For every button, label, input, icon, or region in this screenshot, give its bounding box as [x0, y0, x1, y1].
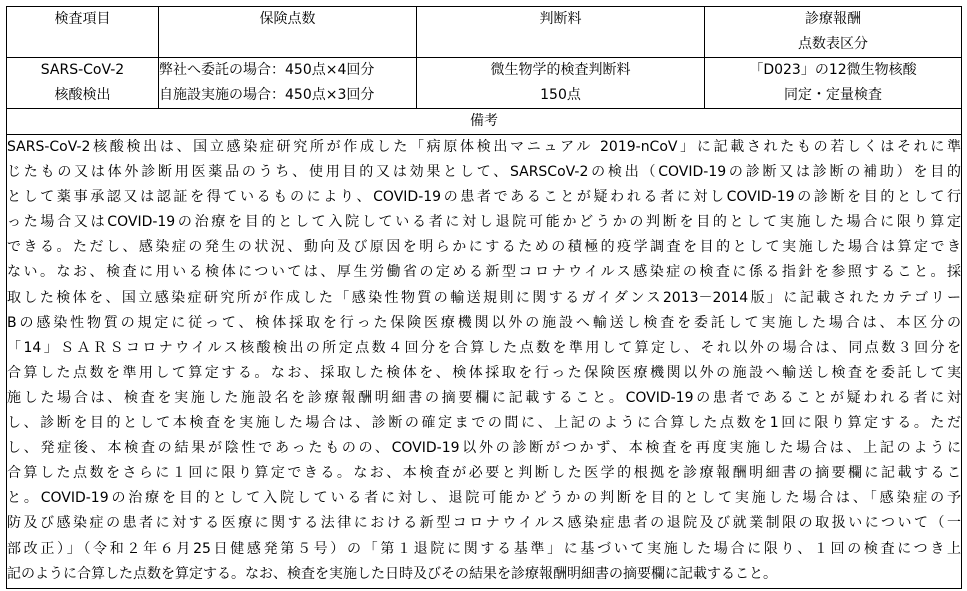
- remarks-line: じたもの又は体外診断用医薬品のうち、使用目的又は効果として、SARSCoV-2の検出（COVID-19の診断又は診断の補助）を目的: [7, 164, 961, 181]
- remarks-line: 部改正）」（令和２年６月25日健感発第５号）の「第１退院に関する基準」に基づいて実施した場合に限り、１回の検査につき上: [7, 540, 961, 557]
- judgment-fee-name: 微生物学的検査判断料: [490, 62, 631, 78]
- header-item-cell: [7, 7, 159, 58]
- points-outsourced: 弊社へ委託の場合：450点×4回分: [159, 62, 375, 78]
- remarks-line: 「14」ＳＡＲＳコロナウイルス核酸検出の所定点数４回分を合算した点数を準用して算定し、それ以外の場合は、同点数３回分を: [7, 339, 961, 356]
- header-category-cell: [705, 7, 962, 58]
- header-points-cell: [159, 7, 417, 58]
- header-points: 保険点数: [259, 11, 316, 27]
- remarks-line: と。COVID-19の治療を目的として入院している者に対し、退院可能かどうかの判断を目的として実施した場合は、「感染症の予: [7, 490, 961, 507]
- remarks-line: 施した場合は、検査を実施した施設名を診療報酬明細書の摘要欄に記載すること。COVID-19の患者であることが疑われる者に対: [7, 389, 961, 406]
- category-cell: [705, 58, 962, 109]
- remarks-line: 合算した点数をさらに１回に限り算定できる。なお、本検査が必要と判断した医学的根拠を診療報酬明細書の摘要欄に記載するこ: [7, 465, 961, 482]
- remarks-line: できる。ただし、感染症の発生の状況、動向及び原因を明らかにするための積極的疫学調査を目的として実施した場合は算定でき: [7, 239, 961, 256]
- judgment-cell: [417, 58, 705, 109]
- header-category-line2: 点数表区分: [798, 36, 868, 52]
- category-line1: 「D023」の12微生物核酸: [749, 62, 917, 78]
- header-judgment-cell: [417, 7, 705, 58]
- item-cell: [7, 58, 159, 109]
- table-row: [7, 58, 962, 109]
- remarks-text: [7, 135, 962, 589]
- remarks-line: 記のように合算した点数を算定する。なお、検査を実施した日時及びその結果を診療報酬明細書の摘要欄に記載すること。: [7, 565, 777, 582]
- header-category-line1: 診療報酬: [805, 11, 861, 27]
- remarks-paragraph: [7, 135, 961, 587]
- remarks-line: SARS-CoV-2核酸検出は、国立感染症研究所が作成した「病原体検出マニュアル 2019-nCoV」に記載されたもの若しくはそれに準: [7, 139, 961, 155]
- remarks-line: として薬事承認又は認証を得ているものにより、COVID-19の患者であることが疑われる者に対しCOVID-19の診断を目的として行: [7, 189, 961, 206]
- item-name-line2: 核酸検出: [54, 87, 111, 103]
- points-in-house: 自施設実施の場合：450点×3回分: [159, 87, 375, 103]
- remarks-line: 合算した点数を準用して算定する。なお、採取した検体を、検体採取を行った保険医療機関以外の施設へ輸送し検査を委託して実: [7, 364, 961, 381]
- item-name-line1: SARS-CoV-2: [40, 62, 125, 78]
- category-line2: 同定・定量検査: [784, 87, 882, 103]
- remarks-line: Bの感染性物質の規定に従って、検体採取を行った保険医療機関以外の施設へ輸送し検査を委託して実施した場合は、本区分の: [7, 314, 961, 331]
- judgment-fee-points: 150点: [540, 87, 581, 103]
- remarks-line: 防及び感染症の患者に対する医療に関する法律における新型コロナウイルス感染症患者の退院及び就業制限の取扱いについて（一: [7, 515, 961, 532]
- remarks-header-row: [7, 109, 962, 135]
- remarks-row: [7, 135, 962, 589]
- remarks-line: し、診断を目的として本検査を実施した場合は、診断の確定までの間に、上記のように合算した点数を1回に限り算定する。ただ: [7, 415, 961, 432]
- remarks-line: った場合又はCOVID-19の治療を目的として入院している者に対し退院可能かどうかの判断を目的として実施した場合に限り算定: [7, 214, 961, 231]
- header-item: 検査項目: [54, 11, 111, 27]
- remarks-line: ない。なお、検査に用いる検体については、厚生労働省の定める新型コロナウイルス感染症の検査に係る指針を参照すること。採: [7, 264, 961, 281]
- header-row: [7, 7, 962, 58]
- insurance-points-table: [6, 6, 962, 589]
- remarks-title: 備考: [7, 109, 962, 135]
- remarks-line: 取した検体を、国立感染症研究所が作成した「感染性物質の輸送規則に関するガイダンス2013－2014版」に記載されたカテゴリー: [7, 289, 961, 306]
- points-cell: [159, 58, 417, 109]
- document-table-region: [6, 6, 961, 585]
- header-judgment-fee: 判断料: [539, 11, 582, 27]
- remarks-line: し、発症後、本検査の結果が陰性であったものの、COVID-19以外の診断がつかず、本検査を再度実施した場合は、上記のように: [7, 440, 961, 457]
